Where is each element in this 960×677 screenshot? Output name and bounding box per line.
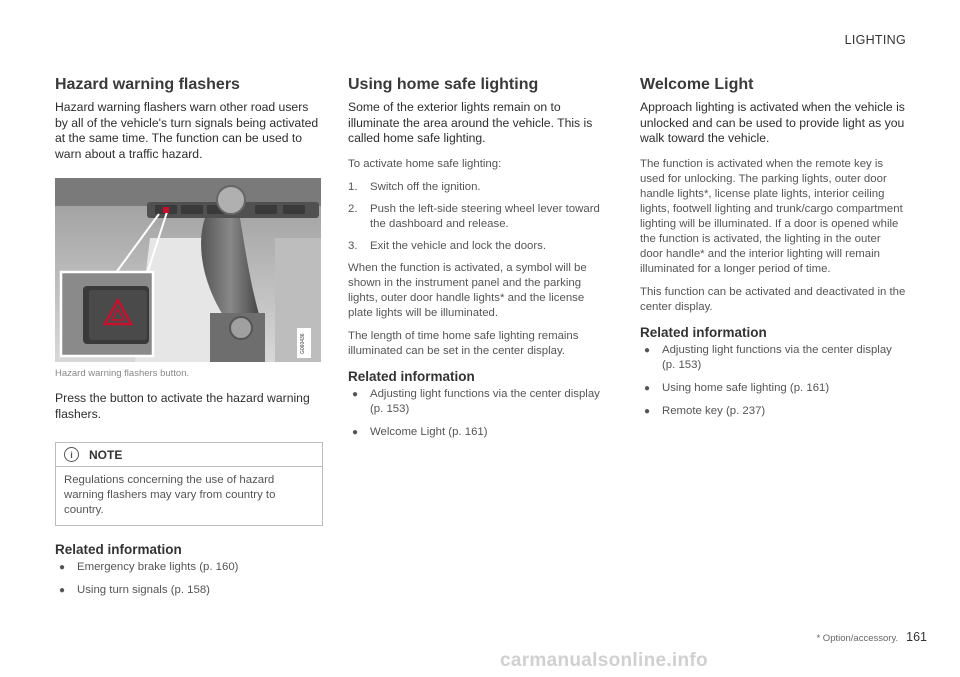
step-item <box>348 180 602 195</box>
hazard-intro: Hazard warning flashers warn other road users by all of the vehicle's turn signals being activated at the same time. The function can be used to warn about a traffic hazard. <box>55 100 319 161</box>
related-list-welcome <box>640 343 906 419</box>
step-text: Switch off the ignition. <box>370 180 481 193</box>
page-number: 161 <box>906 630 927 644</box>
related-link[interactable] <box>640 343 906 373</box>
footnote: * Option/accessory. <box>816 633 899 644</box>
step-item <box>348 202 602 232</box>
figure-caption: Hazard warning flashers button. <box>55 368 190 379</box>
related-link-text: Adjusting light functions via the center display (p. 153) <box>370 387 600 415</box>
related-title-hazard: Related information <box>55 542 182 557</box>
related-list-home-safe <box>348 387 602 440</box>
step-number: 2. <box>348 202 358 215</box>
related-link[interactable] <box>640 404 906 419</box>
hazard-title: Hazard warning flashers <box>55 76 240 93</box>
section-header: LIGHTING <box>844 33 906 47</box>
related-link-text: Emergency brake lights (p. 160) <box>77 561 239 573</box>
bullet-icon: ● <box>644 344 651 356</box>
column-home-safe <box>348 76 602 448</box>
note-label: NOTE <box>89 447 123 462</box>
hazard-instruction: Press the button to activate the hazard warning flashers. <box>55 391 310 421</box>
column-hazard <box>55 76 323 606</box>
note-box <box>55 442 323 526</box>
bullet-icon: ● <box>352 426 359 438</box>
related-link-text: Using turn signals (p. 158) <box>77 584 210 596</box>
figure-code: G060436 <box>300 333 306 354</box>
home-safe-title: Using home safe lighting <box>348 76 539 93</box>
welcome-light-p1: The function is activated when the remote key is used for unlocking. The parking lights, outer door handle lights*, license plate lights, interior ceiling lights, footwell lighting and trunk/cargo compartment lighting will be illuminated. If a door is opened while the function is activated, the lighting in the outer door handle* and the interior lighting will remain illuminated for a longer period of time. <box>640 157 903 275</box>
activate-label: To activate home safe lighting: <box>348 157 502 170</box>
step-text: Exit the vehicle and lock the doors. <box>370 239 547 252</box>
welcome-light-intro: Approach lighting is activated when the vehicle is unlocked and can be used to provide light as you walk toward the vehicle. <box>640 100 905 145</box>
bullet-icon: ● <box>59 562 66 573</box>
step-number: 3. <box>348 239 358 252</box>
bullet-icon: ● <box>59 585 66 596</box>
step-number: 1. <box>348 180 358 193</box>
hazard-button-figure <box>55 178 321 362</box>
related-link-text: Using home safe lighting (p. 161) <box>662 381 830 394</box>
bullet-icon: ● <box>352 388 359 400</box>
related-link-text: Remote key (p. 237) <box>662 404 766 417</box>
related-link[interactable] <box>640 381 906 396</box>
note-text: Regulations concerning the use of hazard warning flashers may vary from country to country. <box>64 474 276 516</box>
related-link[interactable] <box>348 425 602 440</box>
home-safe-p1: When the function is activated, a symbol will be shown in the instrument panel and the parking lights, outer door handle lights* and the license plate lights will be illuminated. <box>348 261 587 319</box>
console-illustration <box>55 178 321 362</box>
related-title-home-safe: Related information <box>348 368 475 384</box>
related-link[interactable] <box>55 560 323 575</box>
bullet-icon: ● <box>644 382 651 394</box>
welcome-light-title: Welcome Light <box>640 76 754 93</box>
related-link[interactable] <box>348 387 602 417</box>
related-list-hazard <box>55 560 323 598</box>
home-safe-intro: Some of the exterior lights remain on to illuminate the area around the vehicle. This is called home safe lighting. <box>348 100 593 145</box>
related-link[interactable] <box>55 583 323 598</box>
note-header <box>56 443 322 467</box>
step-item <box>348 239 602 254</box>
step-text: Push the left-side steering wheel lever toward the dashboard and release. <box>370 202 600 230</box>
watermark: carmanualsonline.info <box>500 650 708 671</box>
related-link-text: Adjusting light functions via the center display (p. 153) <box>662 343 892 371</box>
page-footer <box>816 630 927 644</box>
home-safe-p2: The length of time home safe lighting remains illuminated can be set in the center display. <box>348 329 579 357</box>
related-link-text: Welcome Light (p. 161) <box>370 425 488 438</box>
welcome-light-p2: This function can be activated and deactivated in the center display. <box>640 285 906 313</box>
related-title-welcome: Related information <box>640 324 767 340</box>
steps-list <box>348 180 602 254</box>
column-welcome-light <box>640 76 906 427</box>
bullet-icon: ● <box>644 405 651 417</box>
info-icon: i <box>64 447 79 462</box>
